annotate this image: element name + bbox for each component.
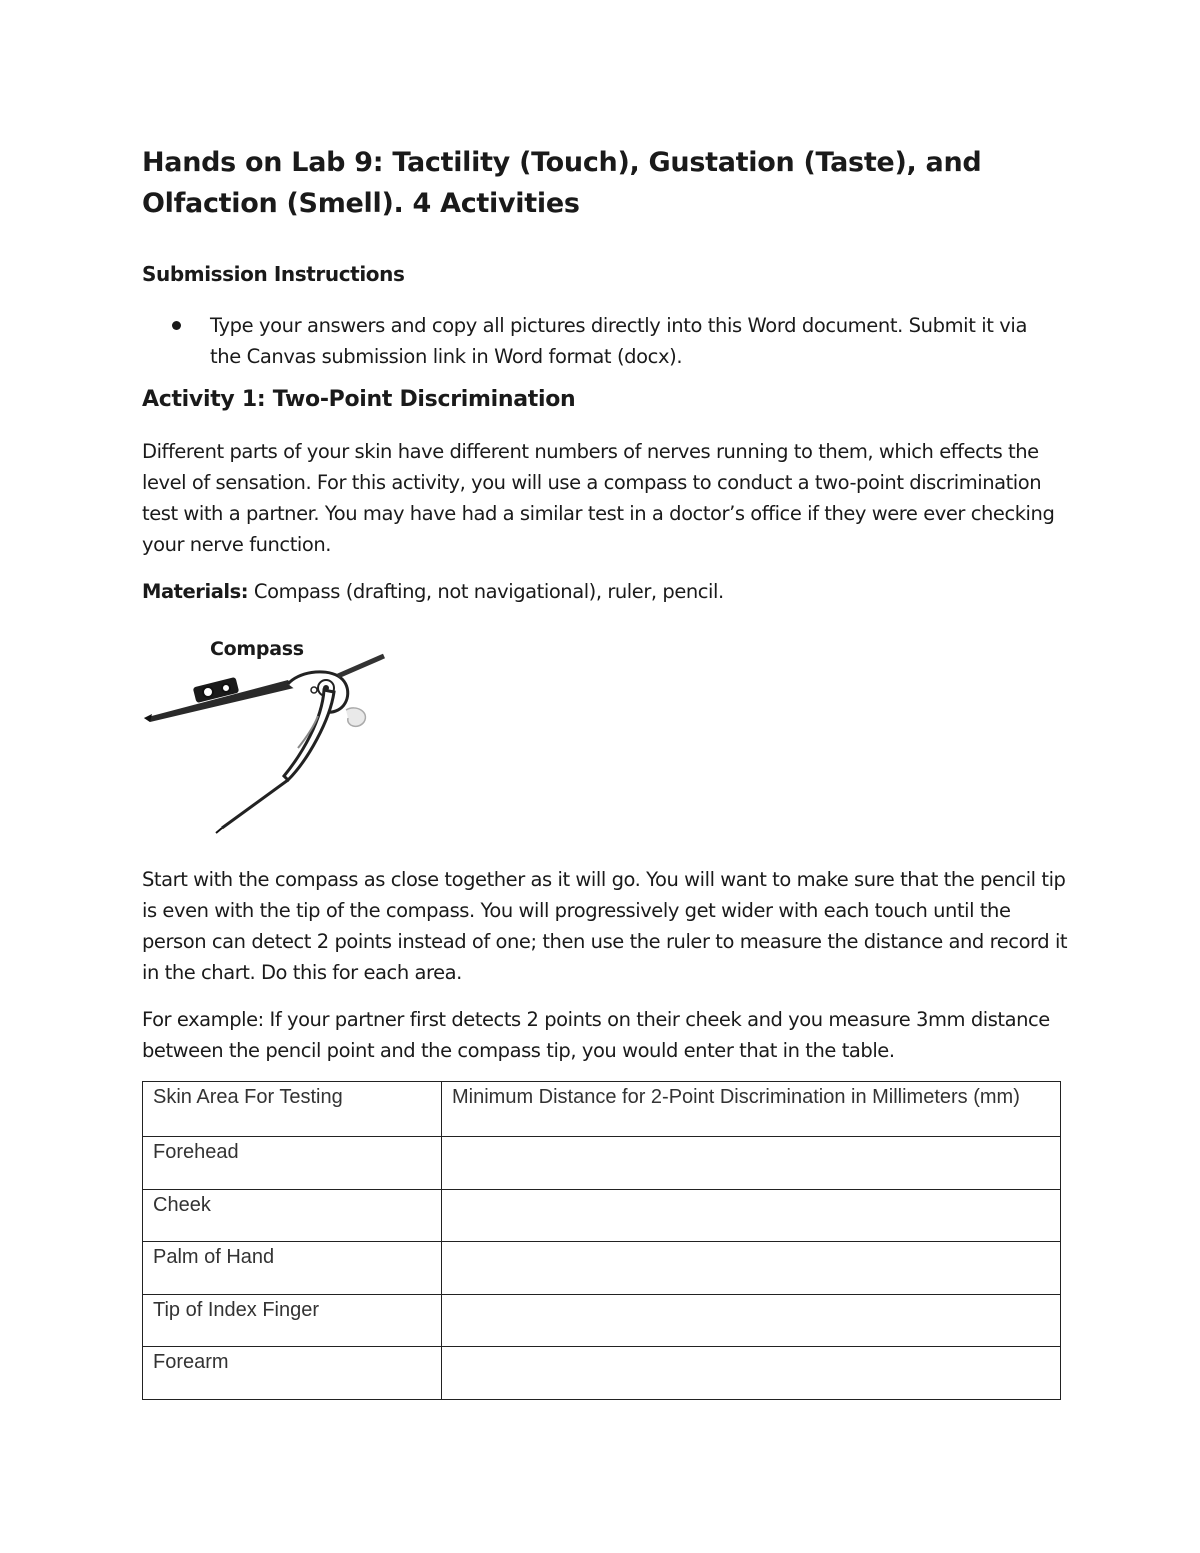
activity-1-instructions: Start with the compass as close together as it will go. You will want to make sure that the pencil tip is even with the tip of the compass. You will progressively get wider with each touch until the person can detect 2 points instead of one; then use the ruler to measure the distance and record it in the chart. Do this for each area. xyxy=(142,868,1068,984)
activity-1-intro: Different parts of your skin have different numbers of nerves running to them, which effects the level of sensation. For this activity, you will use a compass to conduct a two-point discrimination test with a partner. You may have had a similar test in a doctor’s office if they were ever checking your nerve function. xyxy=(142,440,1055,556)
table-cell-skin-area: Tip of Index Finger xyxy=(143,1294,442,1347)
materials-line xyxy=(142,576,1072,607)
table-cell-distance-input[interactable] xyxy=(442,1347,1061,1400)
table-header-row xyxy=(143,1082,1061,1137)
table-cell-skin-area: Palm of Hand xyxy=(143,1242,442,1295)
table-cell-skin-area: Forearm xyxy=(143,1347,442,1400)
submission-bullet-item xyxy=(172,310,1062,372)
two-point-discrimination-table xyxy=(142,1081,1061,1400)
table-cell-distance-input[interactable] xyxy=(442,1189,1061,1242)
compass-figure xyxy=(138,630,398,840)
activity-1-example: For example: If your partner first detects 2 points on their cheek and you measure 3mm distance between the pencil point and the compass tip, you would enter that in the table. xyxy=(142,1008,1050,1062)
table-row xyxy=(143,1294,1061,1347)
submission-heading: Submission Instructions xyxy=(142,262,405,286)
table-cell-skin-area: Forehead xyxy=(143,1137,442,1190)
table-row xyxy=(143,1137,1061,1190)
table-cell-distance-input[interactable] xyxy=(442,1242,1061,1295)
table-row xyxy=(143,1242,1061,1295)
table-cell-distance-input[interactable] xyxy=(442,1294,1061,1347)
materials-text: Compass (drafting, not navigational), ruler, pencil. xyxy=(248,580,724,603)
table-cell-skin-area: Cheek xyxy=(143,1189,442,1242)
compass-illustration-icon xyxy=(138,630,398,840)
compass-figure-label: Compass xyxy=(210,638,304,660)
document-title: Hands on Lab 9: Tactility (Touch), Gustation (Taste), and Olfaction (Smell). 4 Activities xyxy=(142,147,982,219)
table-header-min-distance: Minimum Distance for 2-Point Discrimination in Millimeters (mm) xyxy=(442,1082,1061,1137)
submission-bullet-list xyxy=(172,310,1062,372)
submission-bullet-text: Type your answers and copy all pictures directly into this Word document. Submit it via the Canvas submission link in Word format (docx). xyxy=(210,314,1028,368)
bullet-icon xyxy=(172,321,181,330)
activity-1-heading: Activity 1: Two-Point Discrimination xyxy=(142,387,576,412)
table-row xyxy=(143,1347,1061,1400)
table-row xyxy=(143,1189,1061,1242)
table-header-skin-area: Skin Area For Testing xyxy=(143,1082,442,1137)
materials-label: Materials: xyxy=(142,580,249,603)
table-cell-distance-input[interactable] xyxy=(442,1137,1061,1190)
